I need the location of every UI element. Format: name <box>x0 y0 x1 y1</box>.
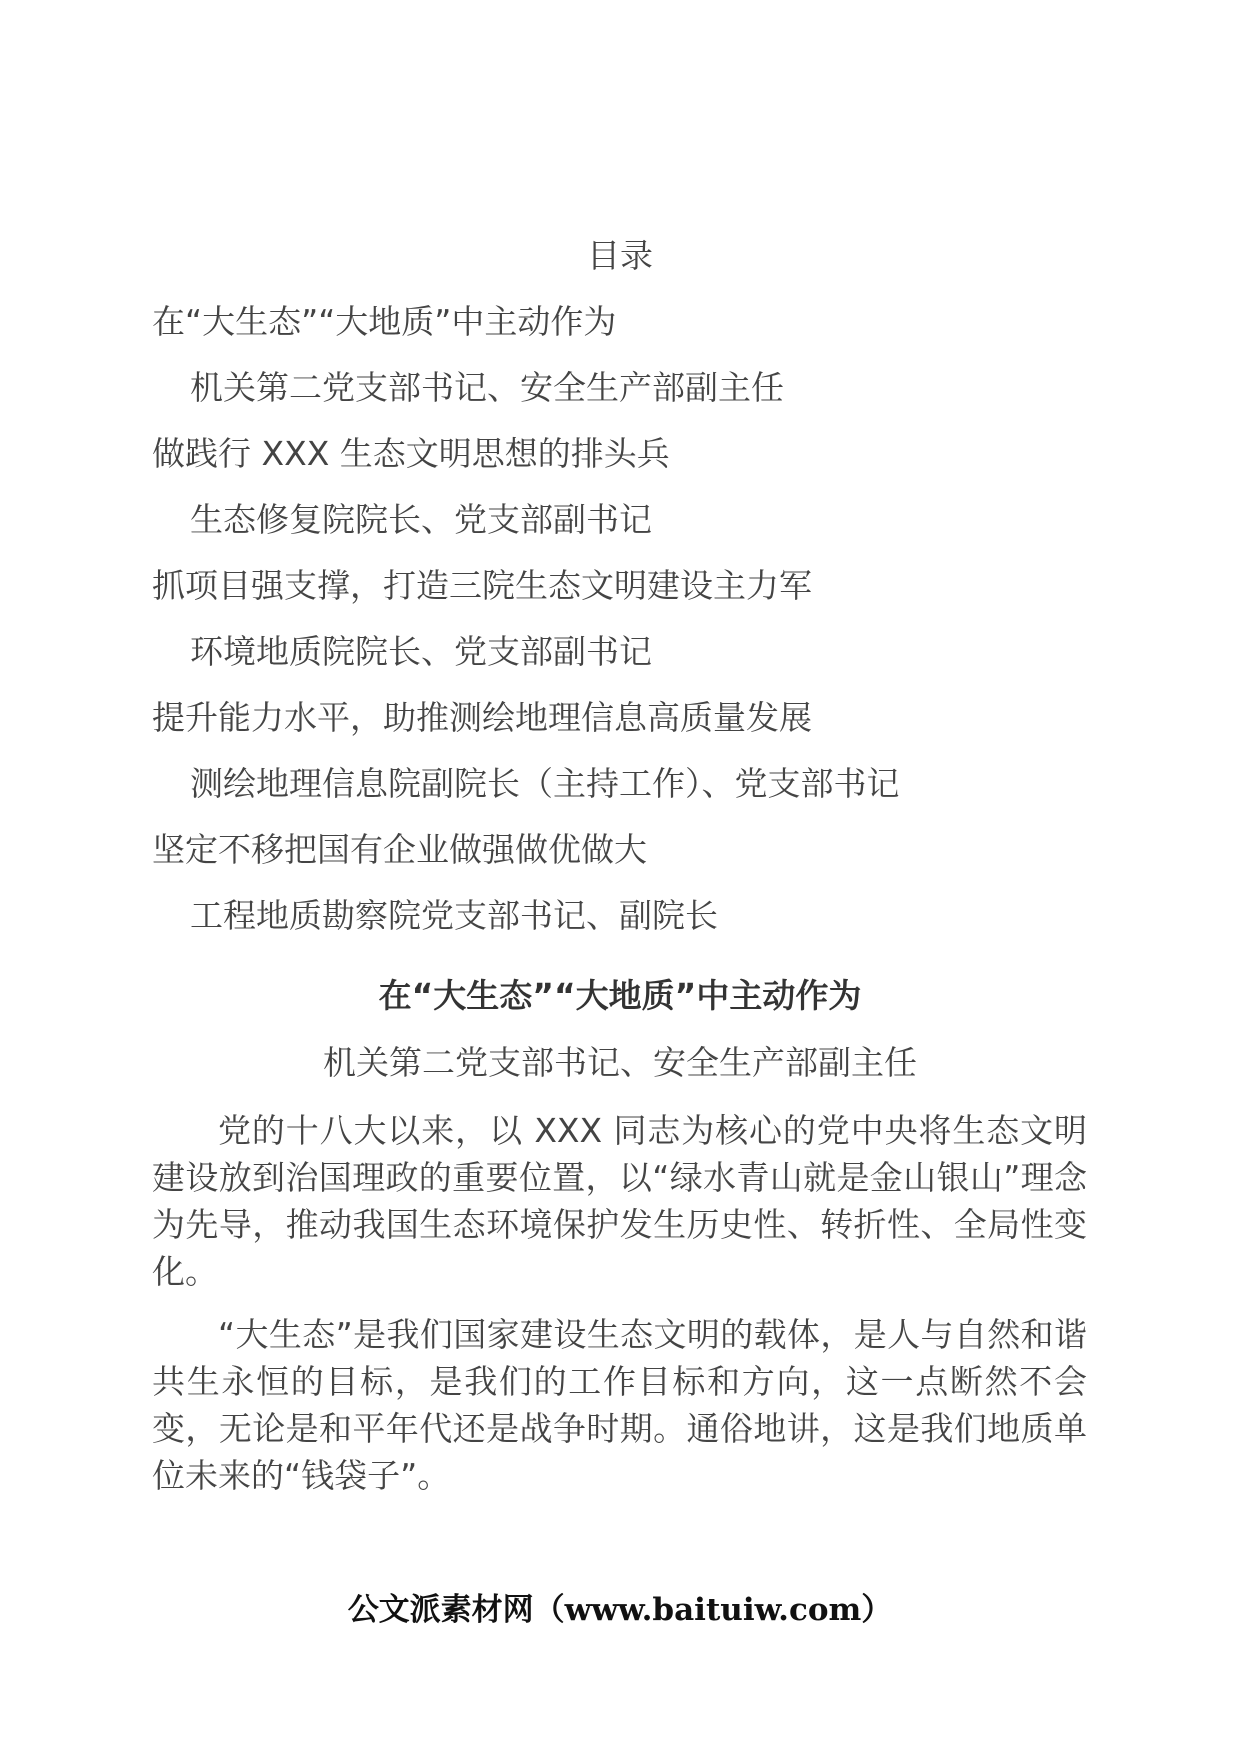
toc-entry-author: 机关第二党支部书记、安全生产部副主任 <box>190 368 784 407</box>
article-title: 在“大生态”“大地质”中主动作为 <box>378 976 862 1015</box>
toc-entry-author: 测绘地理信息院副院长（主持工作）、党支部书记 <box>190 764 900 803</box>
toc-heading: 目录 <box>587 236 653 275</box>
toc-entry-title[interactable]: 做践行 XXX 生态文明思想的排头兵 <box>152 434 670 473</box>
toc-entry-title[interactable]: 在“大生态”“大地质”中主动作为 <box>152 302 617 341</box>
footer-watermark: 公文派素材网（www.baituiw.com） <box>347 1592 893 1628</box>
table-of-contents <box>152 298 1092 958</box>
toc-entry-author: 环境地质院院长、党支部副书记 <box>190 632 652 671</box>
toc-entry-author: 生态修复院院长、党支部副书记 <box>190 500 652 539</box>
toc-entry-author: 工程地质勘察院党支部书记、副院长 <box>190 896 718 935</box>
toc-entry-title[interactable]: 抓项目强支撑，打造三院生态文明建设主力军 <box>152 566 812 605</box>
toc-entry-title[interactable]: 提升能力水平，助推测绘地理信息高质量发展 <box>152 698 812 737</box>
article-author: 机关第二党支部书记、安全生产部副主任 <box>323 1043 917 1082</box>
body-paragraph: 党的十八大以来，以 XXX 同志为核心的党中央将生态文明建设放到治国理政的重要位置，以“绿水青山就是金山银山”理念为先导，推动我国生态环境保护发生历史性、转折性、全局性变化。 <box>152 1111 1087 1291</box>
body-paragraph: “大生态”是我们国家建设生态文明的载体，是人与自然和谐共生永恒的目标，是我们的工作目标和方向，这一点断然不会变，无论是和平年代还是战争时期。通俗地讲，这是我们地质单位未来的“钱袋子”。 <box>152 1315 1087 1495</box>
article-body <box>152 1107 1087 1515</box>
toc-entry-title[interactable]: 坚定不移把国有企业做强做优做大 <box>152 830 647 869</box>
